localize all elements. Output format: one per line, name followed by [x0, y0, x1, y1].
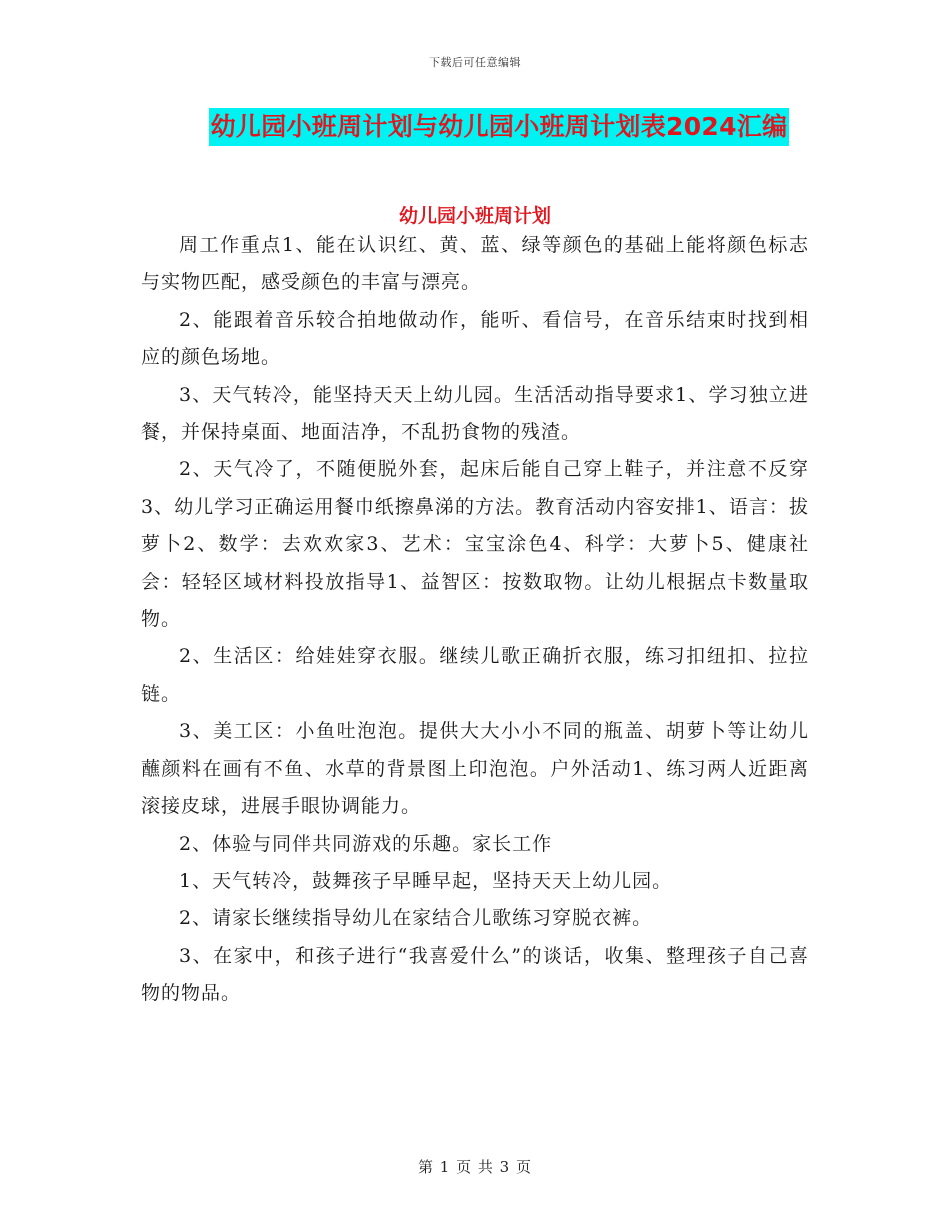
paragraph: 2、能跟着音乐较合拍地做动作，能听、看信号，在音乐结束时找到相应的颜色场地。 — [141, 308, 809, 369]
document-title: 幼儿园小班周计划与幼儿园小班周计划表2024汇编 — [209, 108, 790, 146]
main-title-container — [0, 108, 950, 146]
paragraph: 3、在家中，和孩子进行“我喜爱什么”的谈话，收集、整理孩子自己喜物的物品。 — [141, 944, 809, 1005]
section-title: 幼儿园小班周计划 — [398, 205, 551, 227]
paragraph: 2、生活区：给娃娃穿衣服。继续儿歌正确折衣服，练习扣纽扣、拉拉链。 — [141, 645, 809, 705]
document-body — [141, 227, 809, 1013]
header-note: 下载后可任意编辑 — [429, 56, 521, 69]
paragraph: 1、天气转冷，鼓舞孩子早睡早起，坚持天天上幼儿园。 — [179, 869, 673, 892]
page-number-footer: 第 1 页 共 3 页 — [418, 1158, 532, 1176]
paragraph: 3、天气转冷，能坚持天天上幼儿园。生活活动指导要求1、学习独立进餐，并保持桌面、地面洁净，不乱扔食物的残渣。 — [141, 383, 809, 444]
paragraph: 3、美工区：小鱼吐泡泡。提供大大小小不同的瓶盖、胡萝卜等让幼儿蘸颜料在画有不鱼、水草的背景图上印泡泡。户外活动1、练习两人近距离滚接皮球，进展手眼协调能力。 — [141, 720, 809, 818]
paragraph: 2、天气冷了，不随便脱外套，起床后能自己穿上鞋子，并注意不反穿3、幼儿学习正确运用餐巾纸擦鼻涕的方法。教育活动内容安排1、语言：拔萝卜2、数学：去欢欢家3、艺术：宝宝涂色4、科学：大萝卜5、健康社会：轻轻区域材料投放指导1、益智区：按数取物。让幼儿根据点卡数量取物。 — [141, 458, 809, 631]
paragraph: 2、体验与同伴共同游戏的乐趣。家长工作 — [179, 832, 553, 855]
paragraph: 2、请家长继续指导幼儿在家结合儿歌练习穿脱衣裤。 — [179, 907, 653, 930]
paragraph: 周工作重点1、能在认识红、黄、蓝、绿等颜色的基础上能将颜色标志与实物匹配，感受颜色的丰富与漂亮。 — [141, 234, 809, 294]
